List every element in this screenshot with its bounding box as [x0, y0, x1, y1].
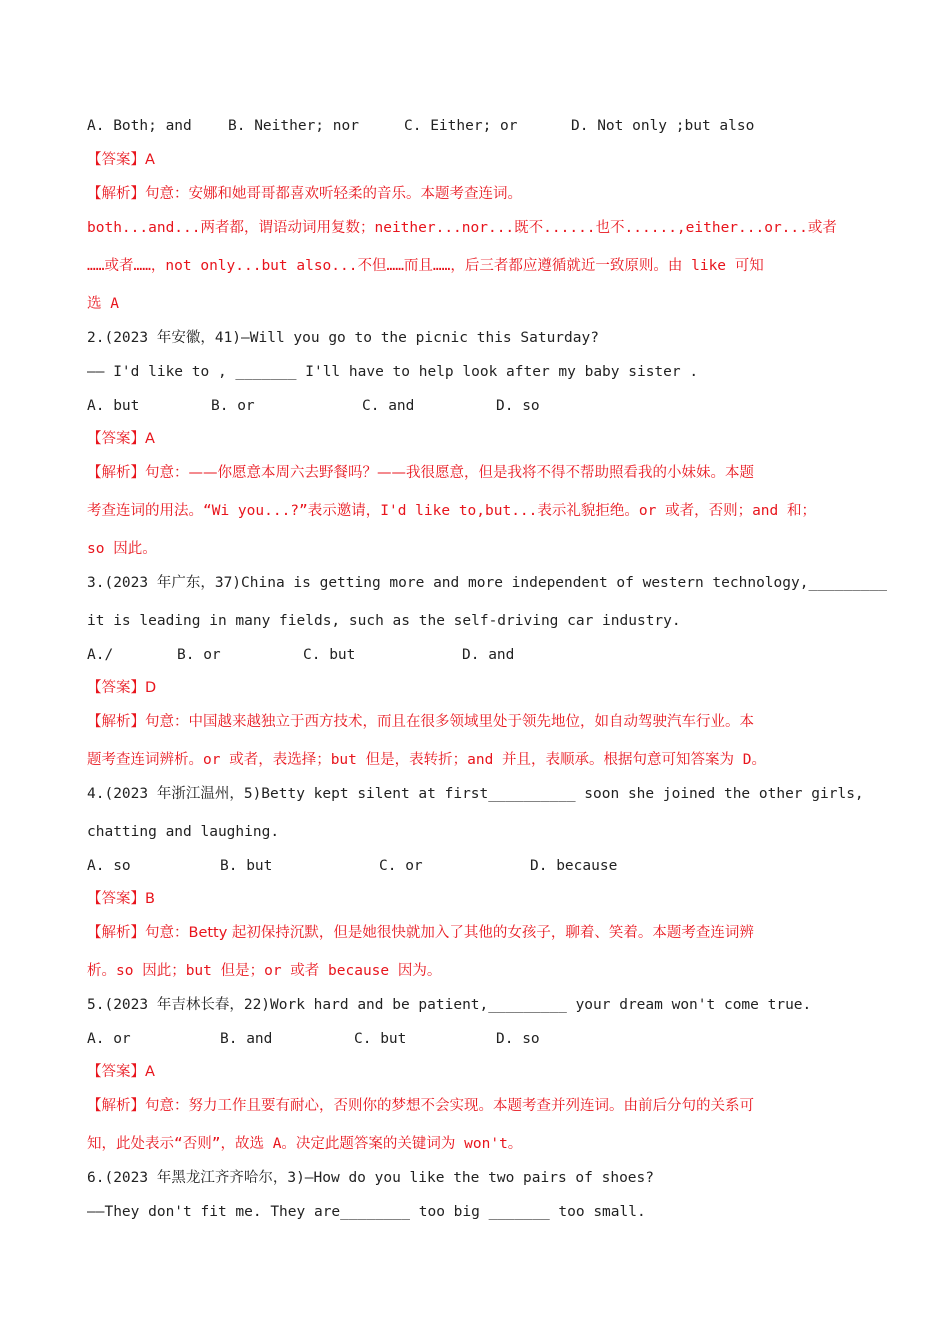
- q2-analysis-line: 【解析】句意：——你愿意本周六去野餐吗？——我很愿意，但是我将不得不帮助照看我的小妹妹。本题: [87, 465, 754, 481]
- q4-analysis-line: 【解析】句意：Betty 起初保持沉默，但是她很快就加入了其他的女孩子，聊着、笑着。本题考查连词辨: [87, 925, 754, 941]
- q2-option-d: D. so: [496, 398, 540, 414]
- q2-analysis-line: so 因此。: [87, 541, 157, 557]
- q5-option-a: A. or: [87, 1031, 131, 1047]
- q3-analysis-line: 【解析】句意：中国越来越独立于西方技术，而且在很多领域里处于领先地位，如自动驾驶汽车行业。本: [87, 714, 754, 730]
- q4-option-d: D. because: [530, 858, 618, 874]
- q2-options: [87, 396, 864, 416]
- q4-analysis-line: 析。so 因此；but 但是；or 或者 because 因为。: [87, 963, 442, 979]
- q1-option-c: C. Either; or: [404, 118, 518, 134]
- q6-stem-line: ——They don't fit me. They are________ too big _______ too small.: [87, 1204, 646, 1220]
- q2-stem-line: —— I'd like to , _______ I'll have to help look after my baby sister .: [87, 364, 699, 380]
- q1-option-d: D. Not only ;but also: [571, 118, 755, 134]
- q5-answer: 【答案】A: [87, 1064, 155, 1080]
- q2-option-b: B. or: [211, 398, 255, 414]
- q4-stem-line: 4.(2023 年浙江温州，5)Betty kept silent at first__________ soon she joined the other girls,: [87, 786, 864, 802]
- q5-options: [87, 1029, 864, 1049]
- q1-option-b: B. Neither; nor: [228, 118, 359, 134]
- q2-analysis-line: 考查连词的用法。“Wi you...?”表示邀请，I'd like to,but...表示礼貌拒绝。or 或者，否则；and 和；: [87, 503, 816, 519]
- q3-stem-line: 3.(2023 年广东，37)China is getting more and more independent of western technology,_________: [87, 575, 888, 591]
- q1-analysis-line: 【解析】句意：安娜和她哥哥都喜欢听轻柔的音乐。本题考查连词。: [87, 186, 522, 202]
- q1-answer: 【答案】A: [87, 152, 155, 168]
- q5-analysis-line: 知，此处表示“否则”，故选 A。决定此题答案的关键词为 won't。: [87, 1136, 523, 1152]
- q4-option-b: B. but: [220, 858, 273, 874]
- q5-option-d: D. so: [496, 1031, 540, 1047]
- q2-answer: 【答案】A: [87, 431, 155, 447]
- q2-option-c: C. and: [362, 398, 415, 414]
- q5-option-c: C. but: [354, 1031, 407, 1047]
- q1-options: [87, 116, 864, 136]
- q1-option-a: A. Both; and: [87, 118, 192, 134]
- q3-option-c: C. but: [303, 647, 356, 663]
- q3-option-a: A./: [87, 647, 114, 663]
- q4-answer: 【答案】B: [87, 891, 155, 907]
- q4-options: [87, 856, 864, 876]
- q5-stem-line: 5.(2023 年吉林长春，22)Work hard and be patient,_________ your dream won't come true.: [87, 997, 812, 1013]
- q6-stem-line: 6.(2023 年黑龙江齐齐哈尔，3)—How do you like the two pairs of shoes?: [87, 1170, 654, 1186]
- q2-stem-line: 2.(2023 年安徽，41)—Will you go to the picnic this Saturday?: [87, 330, 599, 346]
- q1-analysis-line: both...and...两者都，谓语动词用复数；neither...nor...既不......也不......,either...or...或者: [87, 220, 837, 236]
- q3-options: [87, 645, 864, 665]
- q1-analysis-line: 选 A: [87, 296, 119, 312]
- q4-option-a: A. so: [87, 858, 131, 874]
- q4-option-c: C. or: [379, 858, 423, 874]
- q1-analysis-line: ……或者……，not only...but also...不但……而且……，后三者都应遵循就近一致原则。由 like 可知: [87, 258, 764, 274]
- q3-stem-line: it is leading in many fields, such as the self-driving car industry.: [87, 613, 681, 629]
- q5-option-b: B. and: [220, 1031, 273, 1047]
- q3-option-b: B. or: [177, 647, 221, 663]
- q3-option-d: D. and: [462, 647, 515, 663]
- q5-analysis-line: 【解析】句意：努力工作且要有耐心，否则你的梦想不会实现。本题考查并列连词。由前后分句的关系可: [87, 1098, 754, 1114]
- q2-option-a: A. but: [87, 398, 140, 414]
- q3-answer: 【答案】D: [87, 680, 157, 696]
- q3-analysis-line: 题考查连词辨析。or 或者，表选择；but 但是，表转折；and 并且，表顺承。根据句意可知答案为 D。: [87, 752, 766, 768]
- q4-stem-line: chatting and laughing.: [87, 824, 280, 840]
